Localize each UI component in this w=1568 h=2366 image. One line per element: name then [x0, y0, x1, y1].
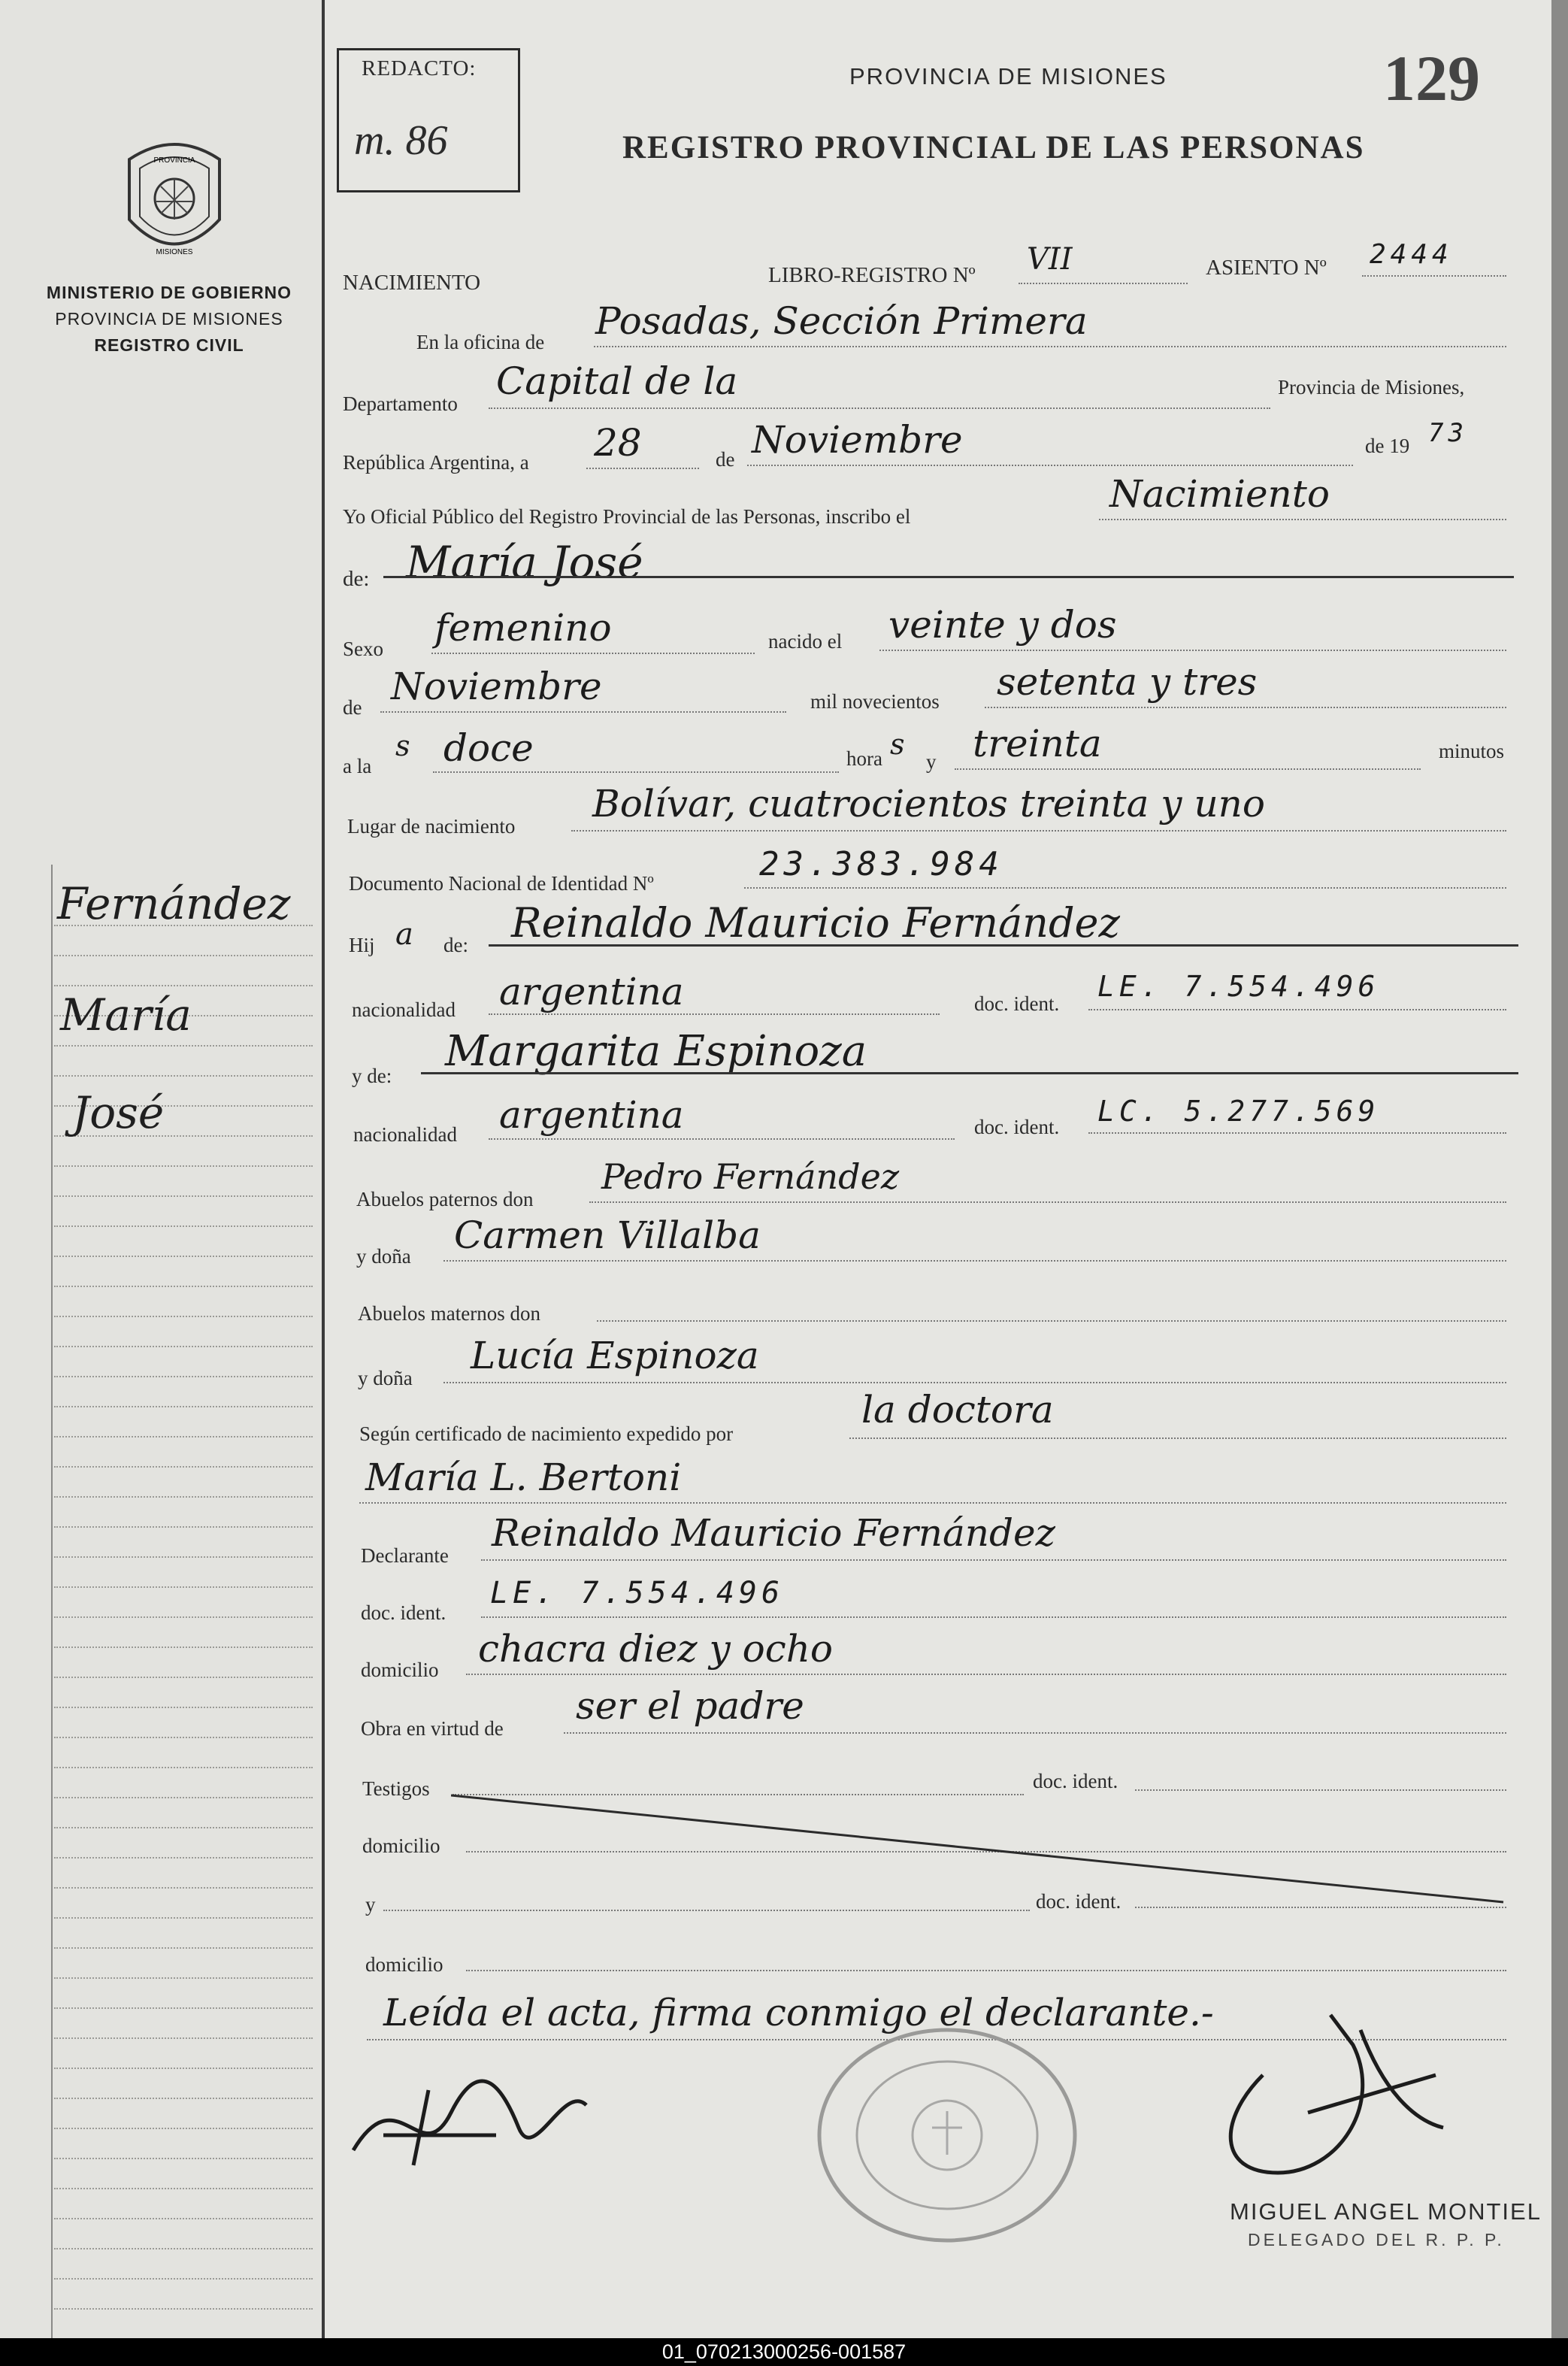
mil-label: mil novecientos: [810, 690, 940, 713]
margin-rule-line: [54, 2278, 313, 2280]
margin-rule-line: [54, 1346, 313, 1347]
solid-line: [489, 944, 1518, 947]
declarante-label: Declarante: [361, 1544, 449, 1567]
dotline: [571, 830, 1506, 832]
dotline: [481, 1559, 1506, 1561]
dotline: [481, 1616, 1506, 1618]
abuelos-mat-label: Abuelos maternos don: [358, 1302, 540, 1325]
redacto-box: [337, 48, 520, 192]
horas-value: doce: [443, 726, 534, 770]
margin-rule-line: [54, 1316, 313, 1317]
dotline: [849, 1437, 1506, 1439]
declarant-signature: [1188, 2000, 1503, 2195]
dotline: [489, 1138, 955, 1140]
dotline: [1088, 1009, 1506, 1010]
ministry-block: [23, 280, 316, 359]
madre-doc-label: doc. ident.: [974, 1116, 1060, 1138]
dotline: [380, 711, 786, 713]
dotline: [594, 346, 1506, 347]
margin-rule-line: [54, 1256, 313, 1257]
header-province: PROVINCIA DE MISIONES: [849, 63, 1167, 89]
dotline: [597, 1320, 1506, 1322]
signer-name: MIGUEL ANGEL MONTIEL: [1230, 2198, 1542, 2225]
testigos-label: Testigos: [362, 1777, 430, 1800]
dotline: [431, 653, 755, 654]
abuelos-pat-label: Abuelos paternos don: [356, 1188, 534, 1210]
margin-rule-line: [54, 1586, 313, 1588]
libro-value: VII: [1027, 242, 1073, 277]
margin-rule-line: [54, 1737, 313, 1738]
testigo2-domicilio-label: domicilio: [365, 1953, 443, 1976]
dotline: [747, 465, 1353, 466]
dotline: [489, 407, 1270, 409]
doctora-value: María L. Bertoni: [365, 1456, 682, 1499]
margin-rule-line: [54, 1496, 313, 1498]
margin-rule-line: [54, 2248, 313, 2249]
decl-doc-label: doc. ident.: [361, 1601, 446, 1624]
provincia-suffix: Provincia de Misiones,: [1278, 376, 1465, 398]
padre-value: Reinaldo Mauricio Fernández: [511, 899, 1120, 947]
domicilio-value: chacra diez y ocho: [478, 1627, 833, 1671]
dotline: [1088, 1132, 1506, 1134]
libro-label: LIBRO-REGISTRO Nº: [768, 263, 976, 287]
y-label-2: y: [365, 1893, 376, 1916]
abuela-mat: Lucía Espinoza: [471, 1334, 759, 1377]
dotline: [359, 1502, 1506, 1504]
margin-rule-line: [54, 955, 313, 956]
testigo1-doc-label: doc. ident.: [1033, 1770, 1118, 1792]
y-label: y: [926, 750, 937, 773]
coat-of-arms-icon: [114, 129, 235, 272]
hija-label: Hij: [349, 934, 375, 956]
dotline: [1019, 283, 1188, 284]
margin-surname: Fernández: [57, 878, 291, 929]
image-caption: 01_070213000256-001587: [0, 2338, 1568, 2366]
y-dona-label-1: y doña: [356, 1245, 411, 1268]
margin-rule-line: [54, 1767, 313, 1768]
de-label: de: [716, 448, 735, 471]
dni-value: 23.383.984: [759, 845, 1003, 883]
margin-rule-line: [54, 1165, 313, 1167]
hora-label: hora: [846, 747, 882, 770]
testigo1-domicilio-label: domicilio: [362, 1834, 440, 1857]
record-type-label: NACIMIENTO: [343, 271, 481, 295]
asiento-value: 2444: [1370, 239, 1453, 270]
obra-value: ser el padre: [576, 1684, 804, 1728]
a-la-label: a la: [343, 755, 372, 777]
padre-nac: argentina: [499, 970, 684, 1013]
anio-value: 73: [1428, 418, 1468, 448]
margin-second-name: José: [72, 1087, 165, 1138]
dotline: [1099, 519, 1506, 520]
left-margin-column: [0, 0, 325, 2338]
departamento-label: Departamento: [343, 392, 458, 415]
ministry-line-1: MINISTERIO DE GOBIERNO: [46, 283, 292, 302]
dotline: [433, 771, 839, 773]
margin-rule-line: [54, 1195, 313, 1197]
oficina-value: Posadas, Sección Primera: [595, 299, 1088, 343]
segun-value: la doctora: [861, 1388, 1054, 1431]
folio-number: 129: [1383, 42, 1480, 114]
de-anio-label: de 19: [1365, 435, 1410, 457]
margin-rule-line: [54, 1436, 313, 1437]
lugar-label: Lugar de nacimiento: [347, 815, 516, 838]
margin-rule-line: [54, 2188, 313, 2189]
solid-line: [383, 576, 1514, 578]
testigo2-doc-label: doc. ident.: [1036, 1890, 1122, 1913]
margin-rule-line: [54, 1977, 313, 1979]
obra-label: Obra en virtud de: [361, 1717, 504, 1740]
mil-value: setenta y tres: [997, 660, 1258, 704]
margin-rule-line: [54, 1406, 313, 1407]
declarante-value: Reinaldo Mauricio Fernández: [492, 1511, 1055, 1555]
margin-rule-line: [54, 1917, 313, 1919]
minutos-label: minutos: [1439, 740, 1505, 762]
margin-rule-line: [54, 1887, 313, 1889]
testigos-cancel-stroke: [451, 1789, 1518, 1910]
dotline: [586, 468, 699, 469]
departamento-value: Capital de la: [496, 359, 738, 403]
margin-first-name: María: [60, 989, 192, 1041]
signer-title: DELEGADO DEL R. P. P.: [1248, 2230, 1505, 2249]
margin-rule-line: [54, 985, 313, 986]
margin-rule-line: [54, 2098, 313, 2099]
dotline: [564, 1732, 1506, 1734]
margin-rule-line: [54, 1827, 313, 1828]
madre-doc: LC. 5.277.569: [1097, 1095, 1380, 1128]
margin-rule-line: [54, 1526, 313, 1528]
minutos-value: treinta: [973, 722, 1102, 765]
redacto-label: REDACTO:: [362, 56, 477, 80]
lugar-value: Bolívar, cuatrocientos treinta y uno: [592, 782, 1265, 826]
ministry-line-3: REGISTRO CIVIL: [94, 335, 244, 355]
y-dona-label-2: y doña: [358, 1367, 413, 1389]
margin-rule-line: [54, 1466, 313, 1468]
margin-rule-line: [54, 1797, 313, 1798]
dotline: [466, 1970, 1506, 1971]
redacto-value: m. 86: [354, 117, 448, 164]
nacido-dia: veinte y dos: [888, 603, 1117, 647]
margin-rule-line: [54, 2158, 313, 2159]
inscribo-label: Yo Oficial Público del Registro Provincial de las Personas, inscribo el: [343, 505, 911, 528]
margin-rule-line: [54, 1707, 313, 1708]
crest-bottom-text: MISIONES: [156, 248, 193, 256]
dia-value: 28: [594, 421, 642, 465]
dotline: [744, 887, 1506, 889]
leida-value: Leída el acta, firma conmigo el declarante.-: [383, 1991, 1214, 2034]
nacido-label: nacido el: [768, 630, 843, 653]
dotline: [383, 1910, 1030, 1911]
dotline: [1362, 275, 1506, 277]
oficina-label: En la oficina de: [416, 331, 545, 353]
segun-label: Según certificado de nacimiento expedido por: [359, 1422, 734, 1445]
margin-rule-line: [54, 1045, 313, 1047]
s-suffix-1: s: [395, 729, 410, 762]
nombre-value: María José: [406, 537, 643, 588]
margin-rule-line: [54, 1857, 313, 1859]
padre-nac-label: nacionalidad: [352, 998, 456, 1021]
madre-nac: argentina: [499, 1093, 684, 1137]
madre-value: Margarita Espinoza: [445, 1027, 867, 1076]
margin-rule-line: [54, 1616, 313, 1618]
dotline: [443, 1382, 1506, 1383]
registrar-signature: [338, 2060, 624, 2180]
madre-nac-label: nacionalidad: [353, 1123, 457, 1146]
dni-label: Documento Nacional de Identidad Nº: [349, 872, 654, 895]
inscribo-value: Nacimiento: [1109, 472, 1330, 516]
margin-rule-line: [54, 2218, 313, 2219]
abuelo-pat: Pedro Fernández: [601, 1156, 900, 1197]
s-suffix-2: s: [890, 728, 905, 761]
nacido-mes: Noviembre: [391, 665, 602, 708]
solid-line: [421, 1072, 1518, 1074]
margin-rule-line: [54, 1677, 313, 1678]
margin-vertical-line: [51, 865, 53, 2338]
mes-value: Noviembre: [752, 418, 963, 462]
y-de-label: y de:: [352, 1065, 392, 1087]
margin-rule-line: [54, 1075, 313, 1077]
domicilio-label: domicilio: [361, 1659, 439, 1681]
sexo-label: Sexo: [343, 638, 383, 660]
padre-doc: LE. 7.554.496: [1097, 970, 1380, 1003]
sexo-value: femenino: [434, 606, 612, 650]
dotline: [589, 1201, 1506, 1203]
crest-top-text: PROVINCIA: [153, 156, 195, 165]
margin-rule-line: [54, 1947, 313, 1949]
padre-doc-label: doc. ident.: [974, 992, 1060, 1015]
de-mes-label: de: [343, 696, 362, 719]
dotline: [466, 1674, 1506, 1675]
margin-rule-line: [54, 1376, 313, 1377]
margin-rule-line: [54, 1286, 313, 1287]
ministry-line-2: PROVINCIA DE MISIONES: [55, 309, 283, 329]
dotline: [955, 768, 1421, 770]
hija-suffix: a: [395, 917, 413, 952]
republica-label: República Argentina, a: [343, 451, 529, 474]
margin-rule-line: [54, 2128, 313, 2129]
margin-rule-line: [54, 2037, 313, 2039]
nombre-label: de:: [343, 567, 370, 591]
margin-rule-line: [54, 1647, 313, 1648]
margin-rule-line: [54, 1225, 313, 1227]
dotline: [489, 1013, 940, 1015]
hija-de-label: de:: [443, 934, 468, 956]
dotline: [443, 1260, 1506, 1262]
margin-rule-line: [54, 2007, 313, 2009]
abuela-pat: Carmen Villalba: [454, 1213, 761, 1257]
margin-rule-line: [54, 2068, 313, 2069]
dotline: [879, 650, 1506, 651]
asiento-label: ASIENTO Nº: [1206, 256, 1327, 280]
dotline: [985, 707, 1506, 708]
header-registry: REGISTRO PROVINCIAL DE LAS PERSONAS: [622, 130, 1365, 165]
decl-doc-value: LE. 7.554.496: [490, 1576, 785, 1610]
margin-rule-line: [54, 1556, 313, 1558]
margin-rule-line: [54, 2308, 313, 2310]
official-seal-icon: [804, 2022, 1090, 2248]
